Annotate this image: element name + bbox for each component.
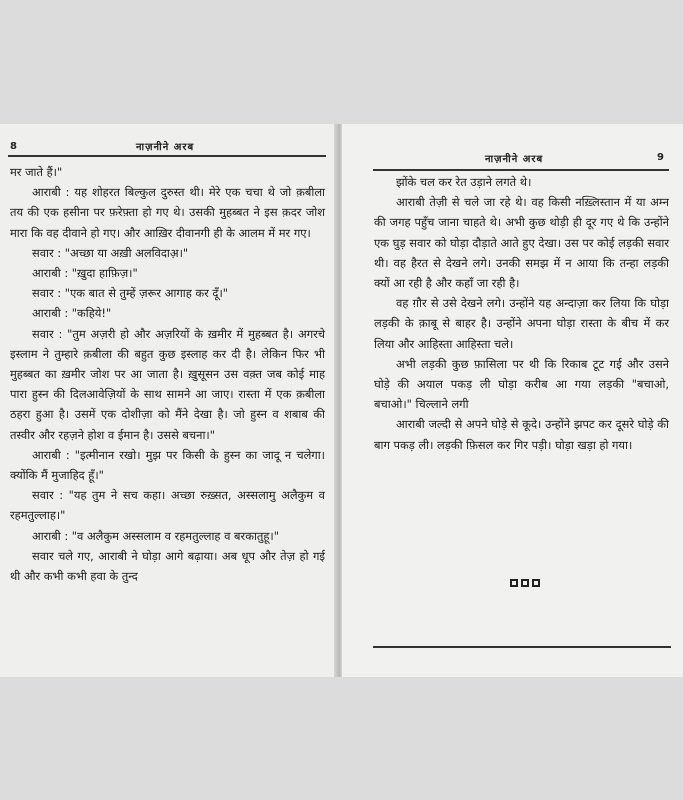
paragraph: अभी लड़की कुछ फ़ासिला पर थी कि रिकाब टूट गई और उसने घोड़े की अयाल पकड़ ली घोड़ा करीब आ गया लड़की "बचाओ, बचाओ।" चिल्लाने लगी [374,356,669,412]
paragraph: आराबी : यह शोहरत बिल्कुल दुरुस्त थी। मेरे एक चचा थे जो क़बीला तय की एक हसीना पर फ़रेफ़्ता हो गए थे। उसकी मुहब्बत ने इस क़दर जोश मारा कि वह दीवाने हो गए। और आख़िर दीवानगी ही के आलम में मर गए। [10,185,325,240]
paragraph: आराबी : "व अलैकुम अस्सलाम व रहमतुल्लाह व बरकातुहू।" [32,528,279,543]
paragraph: आराबी तेज़ी से चले जा रहे थे। वह किसी नख़्लिस्तान में या अम्न की जगह पहुँच जाना चाहते थे। अभी कुछ थोड़ी ही दूर गए थे कि उन्होंने एक घुड़ सवार को घोड़ा दौड़ाते आते हुए देखा। उस पर कोई लड़की सवार थी। वह हैरत से देखने लगे। उनकी समझ में न आया कि तन्हा लड़की क्यों आ रही है और कहाँ जा रही है। [374,195,669,291]
end-ornament [510,579,540,587]
right-page [342,124,683,677]
right-page-text [374,172,669,455]
square-ornament-icon [532,579,540,587]
paragraph: सवार : "यह तुम ने सच कहा। अच्छा रुख़्सत, अस्सलामु अलैकुम व रहमतुल्लाह।" [10,488,325,523]
paragraph: आराबी जल्दी से अपने घोड़े से कूदे। उन्होंने झपट कर दूसरे घोड़े की बाग पकड़ ली। लड़की फ़िसल कर गिर पड़ी। घोड़ा खड़ा हो गया। [374,417,669,452]
paragraph: झोंके चल कर रेत उड़ाने लगते थे। [396,175,532,189]
paragraph: सवार : "तुम अज़री हो और अज़रियों के ख़मीर में मुहब्बत है। अगरचे इस्लाम ने तुम्हारे क़बीला की बहुत कुछ इस्लाह कर दी है। लेकिन फिर भी मुहब्बत का ख़मीर जोश पर आ जाता है। ख़ुसूसन उस वक़्त जब कोई माह पारा हुस्न की दिलआवेज़ियों के साथ सामने आ जाए। रास्ता में एक क़बीला ठहरा हुआ है। उसमें एक दोशीज़ा को मैंने देखा है। जो हुस्न व शबाब की तस्वीर और रहज़ने होश व ईमान है। उससे बचना।" [10,326,325,442]
left-page-text [10,162,325,586]
paragraph: मर जाते हैं।" [10,165,63,179]
paragraph: वह ग़ौर से उसे देखने लगे। उन्होंने यह अन्दाज़ा कर लिया कि घोड़ा लड़की के क़ाबू से बाहर है। उन्होंने अपना घोड़ा रास्ता के बीच में कर लिया और आहिस्ता आहिस्ता चले। [374,296,669,351]
paragraph: सवार चले गए, आराबी ने घोड़ा आगे बढ़ाया। अब धूप और तेज़ हो गई थी और कभी कभी हवा के तुन्द [10,548,325,584]
running-head: नाज़नीने अरब [136,142,195,153]
header-rule [8,155,326,157]
square-ornament-icon [510,579,518,587]
left-page [0,124,338,677]
book-spread [0,124,683,677]
paragraph: सवार : "एक बात से तुम्हें ज़रूर आगाह कर दूँ।" [32,286,229,301]
header-rule [373,169,669,171]
running-head: नाज़नीने अरब [485,154,544,165]
paragraph: आराबी : "कहिये!" [32,306,112,321]
page-number: 9 [657,152,664,163]
footer-rule [373,646,671,648]
paragraph: सवार : "अच्छा या अख़ी अलविदाअ़।" [32,245,189,260]
paragraph: आराबी : "इत्मीनान रखो। मुझ पर किसी के हुस्न का जादू न चलेगा। क्योंकि मैं मुजाहिद हूँ।" [10,447,325,483]
paragraph: आराबी : "ख़ुदा हाफ़िज़।" [32,266,138,281]
square-ornament-icon [521,579,529,587]
page-number: 8 [10,141,17,152]
